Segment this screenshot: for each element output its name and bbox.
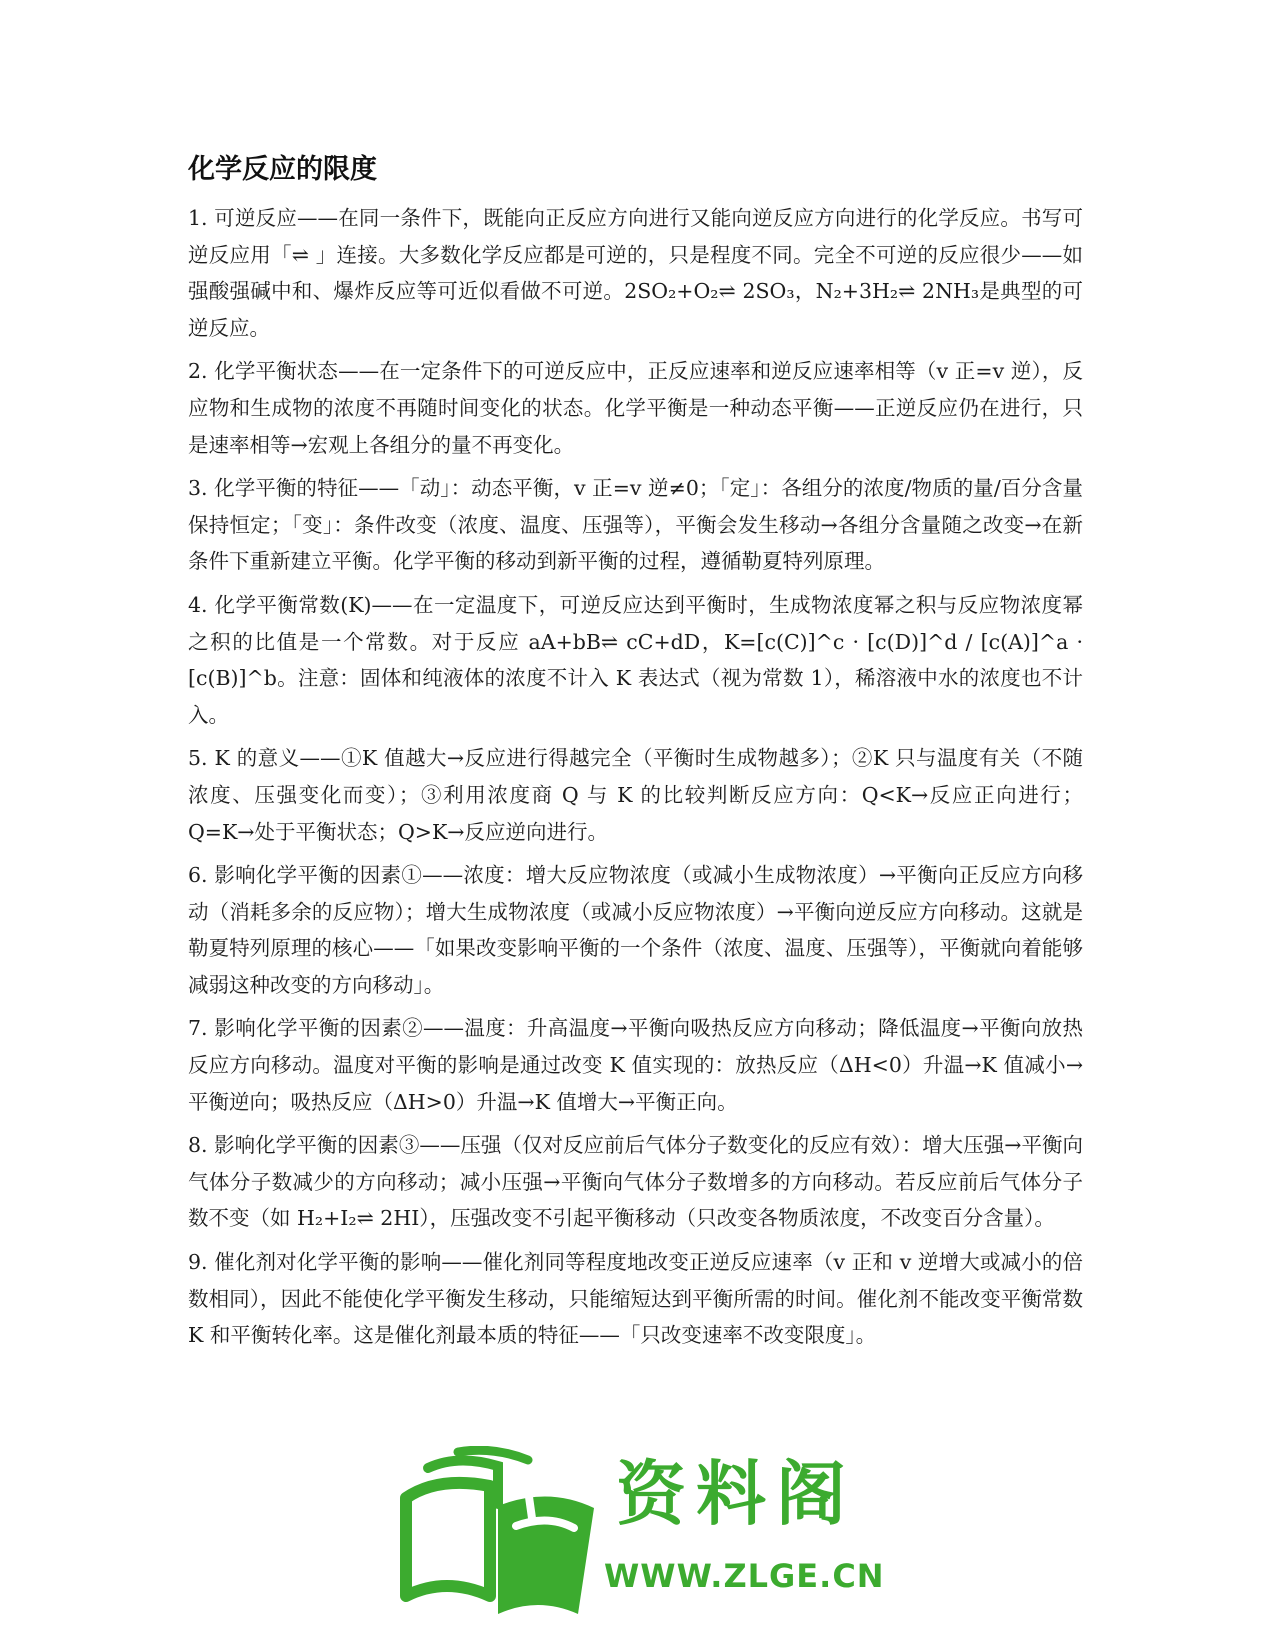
paragraph-4: 4. 化学平衡常数(K)——在一定温度下，可逆反应达到平衡时，生成物浓度幂之积与反应物浓度幂之积的比值是一个常数。对于反应 aA+bB⇌ cC+dD，K=[c(C)]^c · [c(D)]^d / [c(A)]^a · [c(B)]^b。注意：固体和纯液体的浓度不计入 K 表达式（视为常数 1），稀溶液中水的浓度也不计入。: [188, 592, 1083, 727]
paragraph-7: 7. 影响化学平衡的因素②——温度：升高温度→平衡向吸热反应方向移动；降低温度→平衡向放热反应方向移动。温度对平衡的影响是通过改变 K 值实现的：放热反应（ΔH<0）升温→K 值减小→平衡逆向；吸热反应（ΔH>0）升温→K 值增大→平衡正向。: [188, 1016, 1083, 1114]
paragraph-list: [188, 200, 1083, 1354]
paragraph-1: 1. 可逆反应——在同一条件下，既能向正反应方向进行又能向逆反应方向进行的化学反应。书写可逆反应用「⇌ 」连接。大多数化学反应都是可逆的，只是程度不同。完全不可逆的反应很少——如强酸强碱中和、爆炸反应等可近似看做不可逆。2SO₂+O₂⇌ 2SO₃，N₂+3H₂⇌ 2NH₃是典型的可逆反应。: [188, 206, 1083, 340]
paragraph-2: 2. 化学平衡状态——在一定条件下的可逆反应中，正反应速率和逆反应速率相等（v 正=v 逆），反应物和生成物的浓度不再随时间变化的状态。化学平衡是一种动态平衡——正逆反应仍在进行，只是速率相等→宏观上各组分的量不再变化。: [188, 359, 1083, 457]
paragraph-9: 9. 催化剂对化学平衡的影响——催化剂同等程度地改变正逆反应速率（v 正和 v 逆增大或减小的倍数相同），因此不能使化学平衡发生移动，只能缩短达到平衡所需的时间。催化剂不能改变平衡常数 K 和平衡转化率。这是催化剂最本质的特征——「只改变速率不改变限度」。: [188, 1250, 1083, 1348]
paragraph-3: 3. 化学平衡的特征——「动」：动态平衡，v 正=v 逆≠0；「定」：各组分的浓度/物质的量/百分含量保持恒定；「变」：条件改变（浓度、温度、压强等），平衡会发生移动→各组分含量随之改变→在新条件下重新建立平衡。化学平衡的移动到新平衡的过程，遵循勒夏特列原理。: [188, 476, 1083, 574]
watermark-url: WWW.ZLGE.CN: [604, 1557, 885, 1595]
paragraph-8: 8. 影响化学平衡的因素③——压强（仅对反应前后气体分子数变化的反应有效）：增大压强→平衡向气体分子数减少的方向移动；减小压强→平衡向气体分子数增多的方向移动。若反应前后气体分子数不变（如 H₂+I₂⇌ 2HI），压强改变不引起平衡移动（只改变各物质浓度，不改变百分含量）。: [188, 1133, 1083, 1231]
document-title: 化学反应的限度: [188, 154, 377, 185]
paragraph-6: 6. 影响化学平衡的因素①——浓度：增大反应物浓度（或减小生成物浓度）→平衡向正反应方向移动（消耗多余的反应物）；增大生成物浓度（或减小反应物浓度）→平衡向逆反应方向移动。这就是勒夏特列原理的核心——「如果改变影响平衡的一个条件（浓度、温度、压强等），平衡就向着能够减弱这种改变的方向移动」。: [188, 863, 1083, 997]
paragraph-5: 5. K 的意义——①K 值越大→反应进行得越完全（平衡时生成物越多）；②K 只与温度有关（不随浓度、压强变化而变）；③利用浓度商 Q 与 K 的比较判断反应方向：Q<K→反应正向进行；Q=K→处于平衡状态；Q>K→反应逆向进行。: [188, 746, 1083, 844]
watermark-brand-name: 资料阁: [616, 1453, 856, 1535]
open-book-icon: [398, 1446, 598, 1616]
document-body: [188, 150, 1083, 1361]
watermark-logo: [398, 1446, 888, 1616]
